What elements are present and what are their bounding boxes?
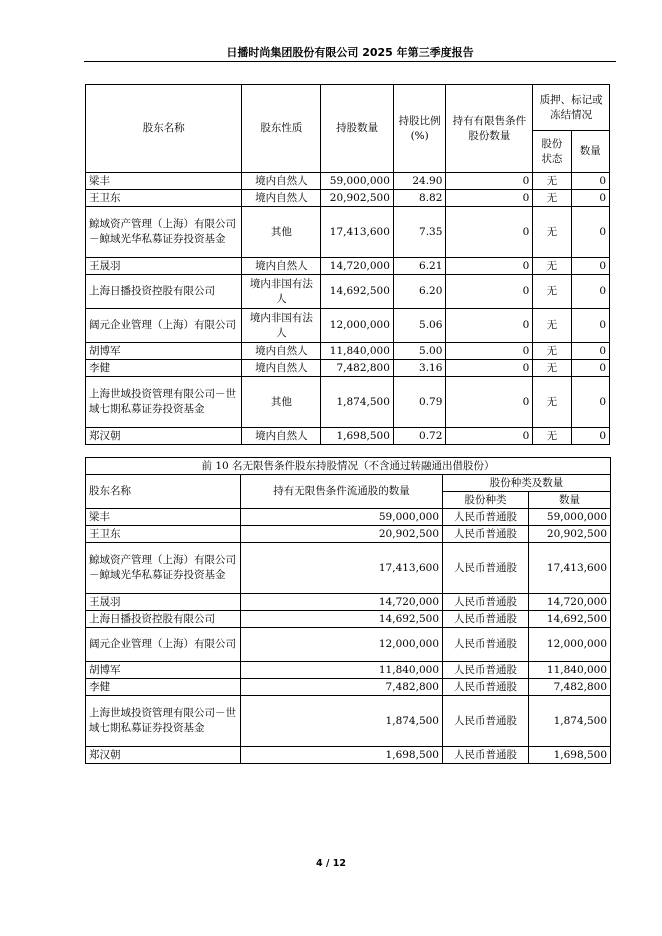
share-qty: 7,482,800 [529,679,611,696]
shares-held: 14,720,000 [321,258,394,275]
shareholder-nature: 境内自然人 [242,343,321,360]
unrestricted-amount: 1,874,500 [241,696,443,747]
holding-ratio: 3.16 [393,360,446,377]
shareholder-name: 李健 [86,679,241,696]
table-row [86,509,611,526]
share-type: 人民币普通股 [443,662,529,679]
pledge-status: 无 [533,343,571,360]
pledge-qty: 0 [571,343,609,360]
unrestricted-amount: 14,720,000 [241,594,443,611]
unrestricted-amount: 59,000,000 [241,509,443,526]
shareholder-name: 梁丰 [86,173,242,190]
pledge-status: 无 [533,258,571,275]
pledge-qty: 0 [571,207,609,258]
shareholder-name: 王卫东 [86,190,242,207]
shareholder-name: 王晟羽 [86,594,241,611]
unrestricted-amount: 14,692,500 [241,611,443,628]
pledge-qty: 0 [571,360,609,377]
unrestricted-amount: 17,413,600 [241,543,443,594]
shareholder-name: 王卫东 [86,526,241,543]
shares-held: 20,902,500 [321,190,394,207]
pledge-qty: 0 [571,428,609,445]
pledge-qty: 0 [571,309,609,343]
holding-ratio: 8.82 [393,190,446,207]
unrestricted-amount: 11,840,000 [241,662,443,679]
shares-held: 12,000,000 [321,309,394,343]
table-row [86,275,610,309]
shareholder-name: 上海日播投资控股有限公司 [86,611,241,628]
header-type: 股份种类 [443,492,529,509]
shareholder-name: 上海日播投资控股有限公司 [86,275,242,309]
shareholder-nature: 其他 [242,207,321,258]
table-row [86,377,610,428]
restricted-shares: 0 [446,360,533,377]
table-row [86,679,611,696]
holding-ratio: 5.00 [393,343,446,360]
shareholder-name: 李健 [86,360,242,377]
share-type: 人民币普通股 [443,628,529,662]
top10-shareholders-table [85,84,610,445]
shareholder-name: 梁丰 [86,509,241,526]
pledge-qty: 0 [571,258,609,275]
header-qty: 数量 [529,492,611,509]
table-row [86,628,611,662]
shareholder-nature: 境内自然人 [242,360,321,377]
shares-held: 11,840,000 [321,343,394,360]
header-ratio: 持股比例(%) [393,85,446,173]
holding-ratio: 7.35 [393,207,446,258]
header-name: 股东名称 [86,85,242,173]
holding-ratio: 6.21 [393,258,446,275]
unrestricted-amount: 7,482,800 [241,679,443,696]
share-qty: 14,720,000 [529,594,611,611]
share-type: 人民币普通股 [443,543,529,594]
table-row [86,343,610,360]
table-row [86,173,610,190]
share-type: 人民币普通股 [443,594,529,611]
share-type: 人民币普通股 [443,509,529,526]
share-qty: 1,698,500 [529,747,611,764]
shareholder-name: 郑汉朝 [86,428,242,445]
header-share-type-group: 股份种类及数量 [443,475,611,492]
header-pledge: 质押、标记或冻结情况 [533,85,610,131]
shareholder-nature: 境内自然人 [242,258,321,275]
shareholder-name: 阔元企业管理（上海）有限公司 [86,309,242,343]
table-row [86,258,610,275]
shareholder-nature: 境内自然人 [242,190,321,207]
share-type: 人民币普通股 [443,747,529,764]
pledge-status: 无 [533,377,571,428]
shares-held: 17,413,600 [321,207,394,258]
pledge-status: 无 [533,190,571,207]
restricted-shares: 0 [446,343,533,360]
shareholder-nature: 境内自然人 [242,428,321,445]
pledge-qty: 0 [571,377,609,428]
holding-ratio: 6.20 [393,275,446,309]
pledge-status: 无 [533,275,571,309]
holding-ratio: 0.79 [393,377,446,428]
restricted-shares: 0 [446,309,533,343]
restricted-shares: 0 [446,207,533,258]
share-qty: 1,874,500 [529,696,611,747]
header-shares: 持股数量 [321,85,394,173]
page-header: 日播时尚集团股份有限公司 2025 年第三季度报告 [226,46,474,59]
shareholder-nature: 境内非国有法人 [242,275,321,309]
pledge-qty: 0 [571,173,609,190]
unrestricted-caption: 前 10 名无限售条件股东持股情况（不含通过转融通出借股份） [86,458,611,475]
shareholder-name: 上海世域投资管理有限公司－世域七期私募证券投资基金 [86,696,241,747]
share-qty: 59,000,000 [529,509,611,526]
shares-held: 59,000,000 [321,173,394,190]
share-qty: 14,692,500 [529,611,611,628]
restricted-shares: 0 [446,173,533,190]
shareholder-name: 鲸域资产管理（上海）有限公司－鲸域光华私募证券投资基金 [86,207,242,258]
shareholder-name: 王晟羽 [86,258,242,275]
table-row [86,207,610,258]
table-row [86,309,610,343]
share-qty: 20,902,500 [529,526,611,543]
holding-ratio: 0.72 [393,428,446,445]
header-amount: 持有无限售条件流通股的数量 [241,475,443,509]
header-pledge-status: 股份状态 [533,131,571,173]
table-row [86,662,611,679]
table-row [86,747,611,764]
header-pledge-qty: 数量 [571,131,609,173]
restricted-shares: 0 [446,275,533,309]
header-nature: 股东性质 [242,85,321,173]
unrestricted-amount: 12,000,000 [241,628,443,662]
share-qty: 11,840,000 [529,662,611,679]
table-row [86,543,611,594]
shareholder-name: 胡博军 [86,343,242,360]
holding-ratio: 5.06 [393,309,446,343]
share-qty: 12,000,000 [529,628,611,662]
shareholder-name: 鲸域资产管理（上海）有限公司－鲸域光华私募证券投资基金 [86,543,241,594]
holding-ratio: 24.90 [393,173,446,190]
unrestricted-amount: 20,902,500 [241,526,443,543]
shareholder-name: 上海世域投资管理有限公司－世域七期私募证券投资基金 [86,377,242,428]
share-qty: 17,413,600 [529,543,611,594]
pledge-status: 无 [533,173,571,190]
shares-held: 1,874,500 [321,377,394,428]
header-restricted: 持有有限售条件股份数量 [446,85,533,173]
pledge-status: 无 [533,309,571,343]
shares-held: 1,698,500 [321,428,394,445]
share-type: 人民币普通股 [443,526,529,543]
table-row [86,526,611,543]
table-row [86,611,611,628]
shareholder-nature: 境内自然人 [242,173,321,190]
pledge-status: 无 [533,428,571,445]
share-type: 人民币普通股 [443,679,529,696]
table-row [86,360,610,377]
restricted-shares: 0 [446,377,533,428]
table-row [86,190,610,207]
share-type: 人民币普通股 [443,696,529,747]
header-name: 股东名称 [86,475,241,509]
top10-unrestricted-table [85,457,611,764]
table-row [86,696,611,747]
pledge-status: 无 [533,360,571,377]
share-type: 人民币普通股 [443,611,529,628]
shareholder-nature: 境内非国有法人 [242,309,321,343]
pledge-qty: 0 [571,275,609,309]
page-number: 4 / 12 [316,858,346,869]
table-row [86,594,611,611]
shareholder-name: 郑汉朝 [86,747,241,764]
pledge-qty: 0 [571,190,609,207]
unrestricted-amount: 1,698,500 [241,747,443,764]
shares-held: 14,692,500 [321,275,394,309]
restricted-shares: 0 [446,190,533,207]
header-rule [84,61,616,62]
table-row [86,428,610,445]
pledge-status: 无 [533,207,571,258]
shareholder-nature: 其他 [242,377,321,428]
shareholder-name: 阔元企业管理（上海）有限公司 [86,628,241,662]
restricted-shares: 0 [446,428,533,445]
shares-held: 7,482,800 [321,360,394,377]
shareholder-name: 胡博军 [86,662,241,679]
restricted-shares: 0 [446,258,533,275]
